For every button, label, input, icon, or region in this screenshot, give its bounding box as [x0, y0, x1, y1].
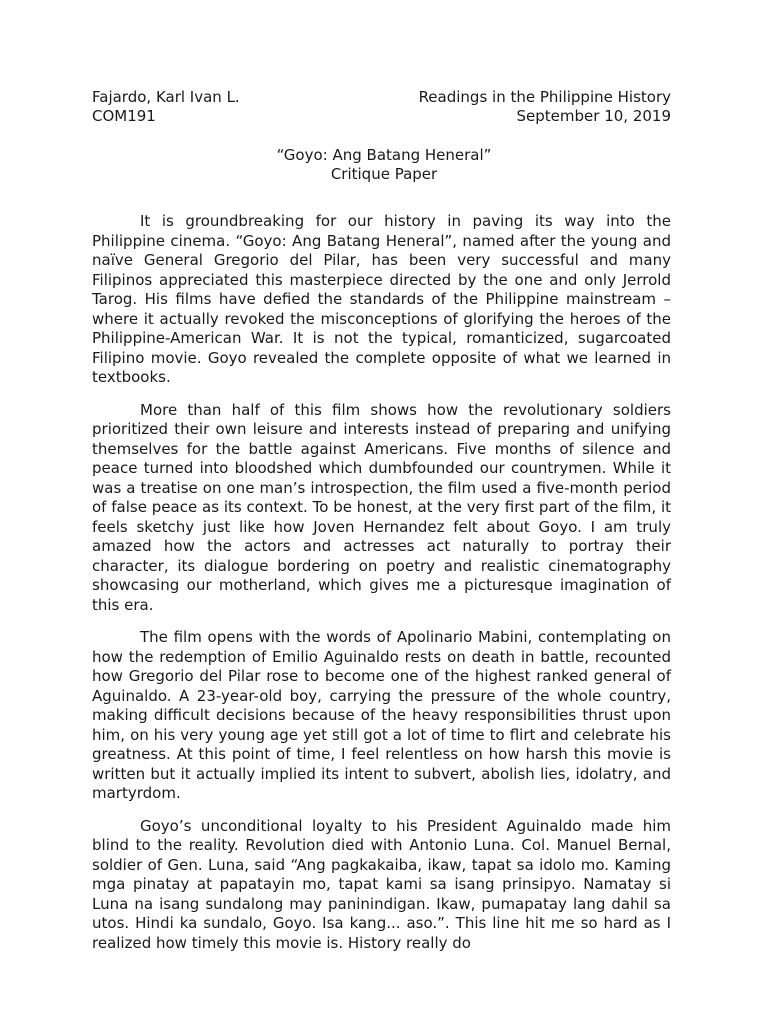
paragraph-3: The film opens with the words of Apolinario Mabini, contemplating on how the redemption of Emilio Aguinaldo rests on death in battle, recounted how Gregorio del Pilar rose to become one of the highest ranked general of Aguinaldo. A 23-year-old boy, carrying the pressure of the whole country, making difficult decisions because of the heavy responsibilities thrust upon him, on his very young age yet still got a lot of time to flirt and celebrate his greatness. At this point of time, I feel relentless on how harsh this movie is written but it actually implied its intent to subvert, abolish lies, idolatry, and martyrdom. [92, 628, 671, 802]
header-row-2 [92, 107, 671, 126]
title-line-1: “Goyo: Ang Batang Heneral” [276, 146, 492, 164]
author-name: Fajardo, Karl Ivan L. [92, 88, 240, 106]
document-date: September 10, 2019 [516, 107, 671, 125]
document-header [92, 88, 671, 126]
paragraph-4: Goyo’s unconditional loyalty to his President Aguinaldo made him blind to the reality. Revolution died with Antonio Luna. Col. Manuel Bernal, soldier of Gen. Luna, said “Ang pagkakaiba, ikaw, tapat sa idolo mo. Kaming mga pinatay at papatayin mo, tapat kami sa isang prinsipyo. Namatay si Luna na isang sundalong may paninindigan. Ikaw, pumapatay lang dahil sa utos. Hindi ka sundalo, Goyo. Isa kang... aso.”. This line hit me so hard as I realized how timely this movie is. History really do [92, 816, 671, 952]
document-body [92, 212, 671, 953]
title-line-2: Critique Paper [330, 165, 438, 183]
header-row-1 [92, 88, 671, 107]
subject-name: Readings in the Philippine History [418, 88, 671, 106]
document-title [0, 146, 768, 184]
paragraph-2: More than half of this film shows how the revolutionary soldiers prioritized their own leisure and interests instead of preparing and unifying themselves for the battle against Americans. Five months of silence and peace turned into bloodshed which dumbfounded our countrymen. While it was a treatise on one man’s introspection, the film used a five-month period of false peace as its context. To be honest, at the very first part of the film, it feels sketchy just like how Joven Hernandez felt about Goyo. I am truly amazed how the actors and actresses act naturally to portray their character, its dialogue bordering on poetry and realistic cinematography showcasing our motherland, which gives me a picturesque imagination of this era. [92, 400, 671, 614]
course-code: COM191 [92, 107, 156, 125]
paragraph-1: It is groundbreaking for our history in paving its way into the Philippine cinema. “Goyo: Ang Batang Heneral”, named after the young and naïve General Gregorio del Pilar, has been very successful and many Filipinos appreciated this masterpiece directed by the one and only Jerrold Tarog. His films have defied the standards of the Philippine mainstream – where it actually revoked the misconceptions of glorifying the heroes of the Philippine-American War. It is not the typical, romanticized, sugarcoated Filipino movie. Goyo revealed the complete opposite of what we learned in textbooks. [92, 212, 671, 386]
